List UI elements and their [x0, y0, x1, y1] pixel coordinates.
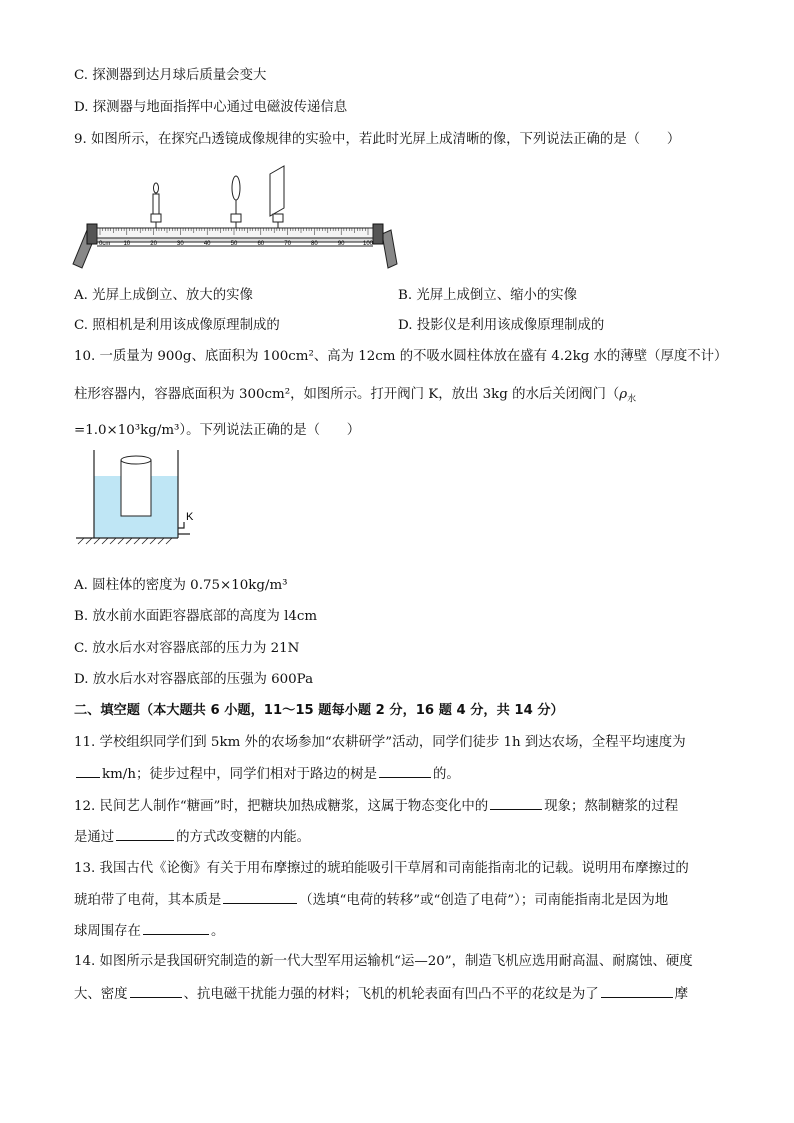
scale-tick-label: 100: [362, 241, 374, 247]
q9-option-a: A. 光屏上成倒立、放大的实像: [74, 288, 253, 303]
scale-tick-label: 20: [150, 241, 157, 247]
q13-line-2-text-a: 琥珀带了电荷，其本质是: [74, 893, 222, 908]
light-screen: [270, 166, 284, 228]
section-2-heading: 二、填空题（本大题共 6 小题，11～15 题每小题 2 分，16 题 4 分，共 14 分）: [74, 703, 564, 718]
q11-line-2-text-b: 的。: [432, 767, 460, 782]
q9-option-b: B. 光屏上成倒立、缩小的实像: [398, 288, 578, 303]
scale-tick-label: 70: [284, 241, 291, 247]
q14-blank-2[interactable]: [601, 985, 673, 998]
scale-tick-label: 50: [230, 241, 238, 247]
q10-line-2-text: 柱形容器内，容器底面积为 300cm²，如图所示。打开阀门 K，放出 3kg 的水后关闭阀门（: [74, 387, 620, 402]
q10-line-2: [74, 386, 636, 409]
q13-line-1: 13. 我国古代《论衡》有关于用布摩擦过的琥珀能吸引干草屑和司南能指南北的记载。说明用布摩擦过的: [74, 861, 689, 876]
q12-line-2-text-b: 的方式改变糖的内能。: [176, 830, 311, 845]
rho-symbol: ρ: [619, 387, 628, 402]
q12-line-1-text-a: 12. 民间艺人制作“糖画”时，把糖块加热成糖浆，这属于物态变化中的: [74, 799, 489, 814]
q11-blank-1[interactable]: [76, 765, 100, 778]
q12-line-1: [74, 797, 678, 816]
q12-line-1-text-b: 现象；熬制糖浆的过程: [544, 799, 679, 814]
q10-line-3: =1.0×10³kg/m³）。下列说法正确的是（ ）: [74, 423, 361, 438]
q13-line-3-text-b: 。: [210, 924, 225, 939]
scale-unit: 0cm: [99, 241, 111, 247]
q12-blank-1[interactable]: [490, 797, 542, 810]
q14-line-2-text-b: 、抗电磁干扰能力强的材料；飞机的机轮表面有凹凸不平的花纹是为了: [183, 987, 599, 1002]
q14-line-1: 14. 如图所示是我国研究制造的新一代大型军用运输机“运—20”，制造飞机应选用耐高温、耐腐蚀、硬度: [74, 954, 693, 969]
q8-option-c: C. 探测器到达月球后质量会变大: [74, 68, 267, 83]
q13-blank-1[interactable]: [223, 891, 297, 904]
q11-line-1: 11. 学校组织同学们到 5km 外的农场参加“农耕研学”活动，同学们徒步 1h 到达农场，全程平均速度为: [74, 735, 686, 750]
q10-option-c: C. 放水后水对容器底部的压力为 21N: [74, 641, 300, 656]
scale-tick-label: 60: [257, 241, 265, 247]
q11-line-2-text-a: km/h；徒步过程中，同学们相对于路边的树是: [102, 767, 377, 782]
q12-blank-2[interactable]: [116, 828, 174, 841]
q9-option-d: D. 投影仪是利用该成像原理制成的: [398, 318, 605, 333]
scale-tick-label: 90: [337, 241, 345, 247]
q13-line-3: [74, 922, 224, 941]
valve-label: K: [186, 511, 194, 523]
scale-tick-label: 30: [177, 241, 184, 247]
q9-stem: 9. 如图所示，在探究凸透镜成像规律的实验中，若此时光屏上成清晰的像，下列说法正确的是（ ）: [74, 132, 681, 147]
scale-tick-label: 80: [311, 241, 318, 247]
q10-option-b: B. 放水前水面距容器底部的高度为 l4cm: [74, 609, 318, 624]
q9-option-c: C. 照相机是利用该成像原理制成的: [74, 318, 280, 333]
q14-line-2: [74, 985, 688, 1004]
q8-option-d: D. 探测器与地面指挥中心通过电磁波传递信息: [74, 100, 348, 115]
q11-blank-2[interactable]: [379, 765, 431, 778]
q10-option-d: D. 放水后水对容器底部的压强为 600Pa: [74, 672, 314, 687]
rho-subscript: 水: [627, 394, 637, 405]
q13-blank-2[interactable]: [143, 922, 209, 935]
container-figure: [74, 450, 204, 550]
q12-line-2-text-a: 是通过: [74, 830, 115, 845]
q13-line-3-text-a: 球周围存在: [74, 924, 141, 939]
scale-tick-label: 10: [123, 241, 131, 247]
q10-line-1: 10. 一质量为 900g、底面积为 100cm²、高为 12cm 的不吸水圆柱体放在盛有 4.2kg 水的薄壁（厚度不计）: [74, 349, 728, 364]
q14-line-2-text-c: 摩: [674, 987, 689, 1002]
candle: [151, 183, 161, 228]
q14-blank-1[interactable]: [130, 985, 182, 998]
q10-option-a: A. 圆柱体的密度为 0.75×10kg/m³: [74, 578, 288, 593]
q13-line-2-text-b: （选填“电荷的转移”或“创造了电荷”）；司南能指南北是因为地: [299, 893, 669, 908]
q11-line-2: [74, 765, 460, 784]
q14-line-2-text-a: 大、密度: [74, 987, 128, 1002]
optical-bench-figure: [70, 160, 410, 272]
convex-lens: [231, 176, 241, 228]
q13-line-2: [74, 891, 668, 910]
q12-line-2: [74, 828, 310, 847]
scale-tick-label: 40: [203, 241, 211, 247]
